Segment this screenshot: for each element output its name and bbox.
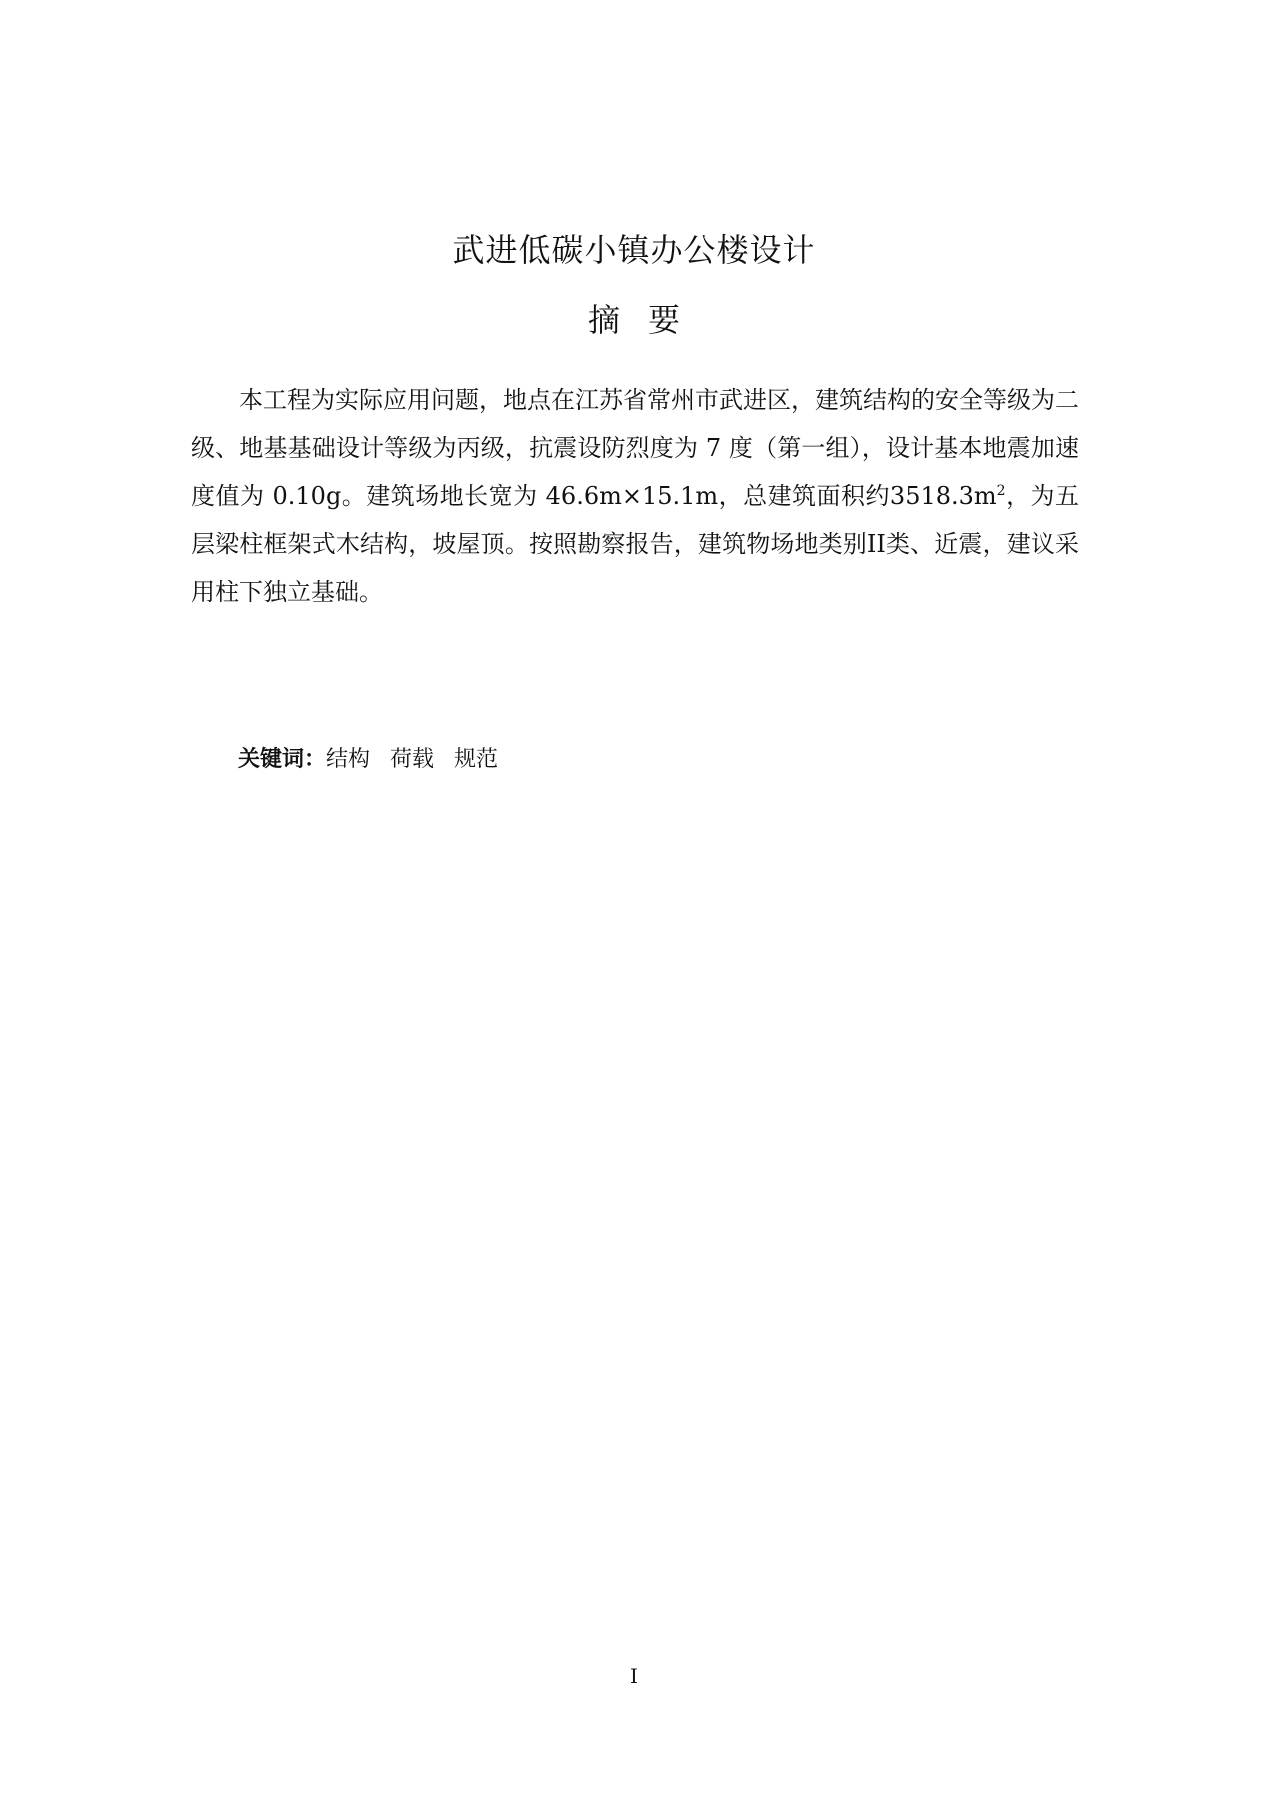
keyword-item: 规范	[454, 747, 499, 772]
area-superscript: 2	[996, 483, 1006, 499]
abstract-text-part1: 本工程为实际应用问题，地点在江苏省常州市武进区，建筑结构的安全等级为二级、地基基础设计等级为丙级，抗震设防烈度为 7 度（第一组），设计基本地震加速度值为 0.10g。建筑场地长宽为 46.6m×15.1m，总建筑面积约3518.3m	[191, 386, 1079, 510]
keywords-line	[238, 744, 518, 776]
keyword-item: 结构	[326, 747, 371, 772]
page-number: I	[630, 1664, 638, 1688]
abstract-heading: 摘要	[587, 301, 708, 339]
abstract-text-part2: ，为五层梁柱框架式木结构，坡屋顶。按照勘察报告，建筑物场地类别II类、近震，建议采用柱下独立基础。	[191, 482, 1080, 606]
keywords-label: 关键词：	[238, 747, 327, 772]
keyword-item: 荷载	[390, 747, 435, 772]
abstract-body	[191, 376, 1079, 616]
paper-title: 武进低碳小镇办公楼设计	[452, 231, 816, 269]
